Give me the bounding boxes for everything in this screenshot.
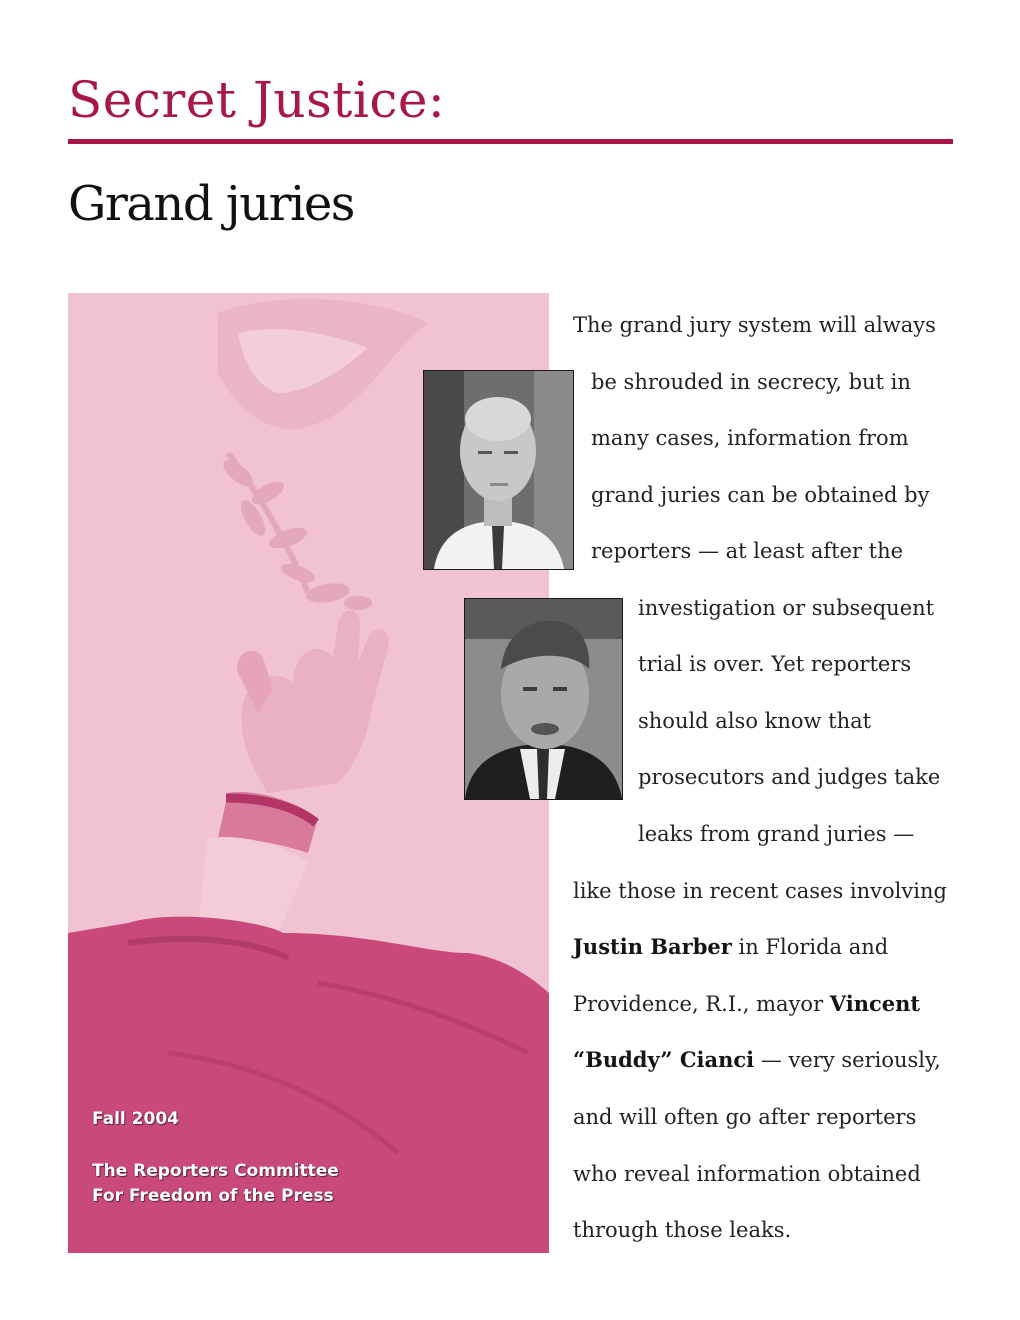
publisher-name xyxy=(92,1159,339,1209)
body-text-line: Providence, R.I., mayor Vincent xyxy=(573,991,921,1016)
page-subtitle: Grand juries xyxy=(68,176,354,232)
body-text-line: like those in recent cases involving xyxy=(573,879,947,903)
body-text-line: reporters — at least after the xyxy=(591,539,904,563)
body-text-line: investigation or subsequent xyxy=(638,596,935,620)
name-vincent: Vincent xyxy=(829,991,921,1016)
publisher-line-1: The Reporters Committee xyxy=(92,1161,339,1181)
body-text-line: grand juries can be obtained by xyxy=(591,483,930,507)
body-text-line: leaks from grand juries — xyxy=(638,822,915,846)
name-buddy-cianci: “Buddy” Cianci xyxy=(573,1047,755,1072)
body-text-line: The grand jury system will always xyxy=(573,313,936,337)
body-text-line: should also know that xyxy=(638,709,872,733)
body-text-line: Justin Barber in Florida and xyxy=(573,934,889,959)
body-text-line: be shrouded in secrecy, but in xyxy=(591,370,911,394)
body-text-line: prosecutors and judges take xyxy=(638,765,941,789)
portrait-photo-young-man xyxy=(423,370,574,570)
body-text-line: “Buddy” Cianci — very seriously, xyxy=(573,1047,941,1072)
issue-season: Fall 2004 xyxy=(92,1109,179,1129)
publisher-line-2: For Freedom of the Press xyxy=(92,1186,334,1206)
portrait-photo-older-man xyxy=(464,598,623,800)
page-title: Secret Justice: xyxy=(68,71,446,129)
body-text-line: who reveal information obtained xyxy=(573,1162,921,1186)
body-text-line: many cases, information from xyxy=(591,426,909,450)
body-text-line: through those leaks. xyxy=(573,1218,792,1242)
title-divider xyxy=(68,139,953,144)
name-justin-barber: Justin Barber xyxy=(573,934,732,959)
body-text-line: and will often go after reporters xyxy=(573,1105,917,1129)
body-text-line: trial is over. Yet reporters xyxy=(638,652,912,676)
